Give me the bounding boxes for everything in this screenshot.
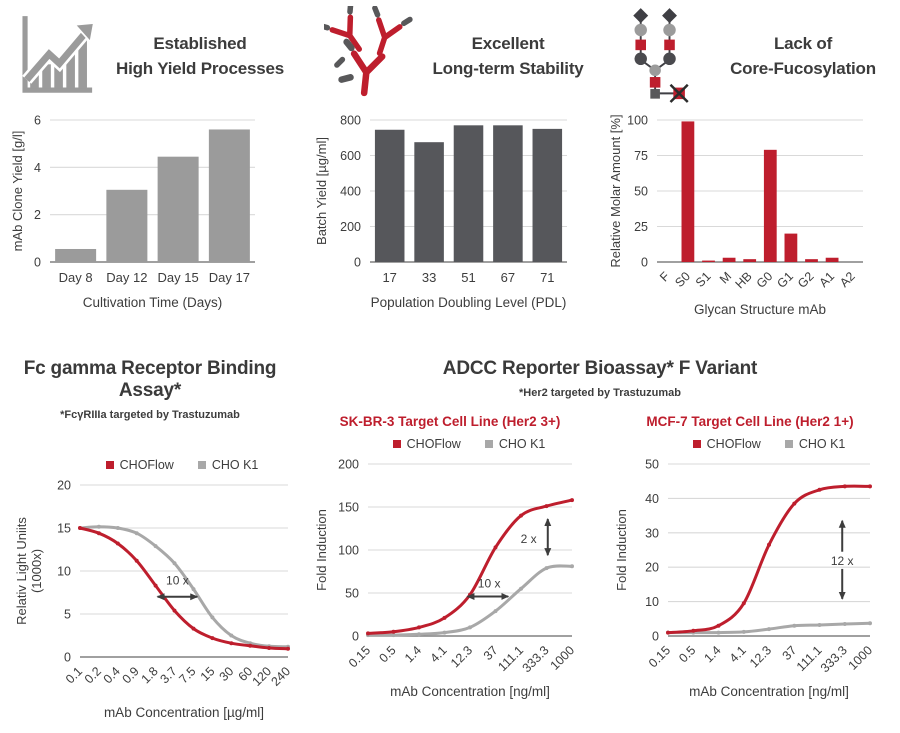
panel-title-line2: Long-term Stability (432, 59, 584, 78)
svg-text:A2: A2 (837, 269, 858, 290)
svg-text:S0: S0 (672, 269, 694, 290)
svg-text:0.1: 0.1 (62, 664, 86, 687)
svg-text:10: 10 (57, 564, 71, 579)
fc-legend (0, 457, 300, 473)
svg-text:10: 10 (645, 595, 659, 610)
svg-text:15: 15 (197, 664, 218, 684)
svg-text:12.3: 12.3 (747, 643, 775, 671)
svg-text:20: 20 (645, 560, 659, 575)
panel-high-yield-title (100, 31, 300, 82)
svg-text:1.4: 1.4 (401, 643, 425, 666)
svg-text:0.2: 0.2 (81, 664, 105, 687)
svg-text:75: 75 (634, 149, 648, 163)
svg-text:G0: G0 (753, 269, 776, 291)
svg-text:M: M (716, 269, 735, 287)
svg-text:mAb Concentration [ng/ml]: mAb Concentration [ng/ml] (390, 684, 550, 699)
svg-text:1.8: 1.8 (138, 664, 161, 687)
svg-text:200: 200 (338, 457, 359, 472)
svg-text:15: 15 (57, 521, 71, 536)
svg-text:6: 6 (34, 113, 41, 128)
glycan-chart (600, 104, 900, 336)
svg-text:0: 0 (641, 255, 648, 270)
svg-text:67: 67 (500, 270, 516, 285)
svg-text:mAb Clone Yield [g/l]: mAb Clone Yield [g/l] (10, 130, 25, 252)
fc-gamma-section (0, 358, 300, 733)
svg-text:600: 600 (340, 149, 361, 163)
panel-title-line1: Lack of (773, 33, 833, 53)
mcf7-legend (600, 436, 900, 452)
top-row (0, 0, 900, 336)
svg-text:50: 50 (634, 184, 648, 199)
svg-text:50: 50 (345, 586, 359, 601)
fc-gamma-subtitle: *FcγRIIIa targeted by Trastuzumab (60, 409, 240, 421)
svg-text:400: 400 (340, 184, 361, 199)
svg-text:800: 800 (340, 113, 361, 128)
mcf7-chart (600, 452, 900, 718)
svg-text:1000: 1000 (845, 643, 876, 673)
skbr3-header: SK-BR-3 Target Cell Line (Her2 3+) (339, 414, 561, 429)
panel-stability-title (416, 31, 600, 82)
svg-text:30: 30 (216, 664, 237, 684)
svg-text:120: 120 (249, 664, 275, 689)
svg-text:G2: G2 (794, 269, 817, 291)
panel-title-line2: Core-Fucosylation (730, 59, 876, 78)
svg-text:0.5: 0.5 (376, 643, 399, 666)
chok1-swatch (198, 461, 206, 469)
legend-item-chok1 (785, 437, 846, 451)
svg-text:3.7: 3.7 (157, 664, 180, 687)
svg-text:Day 12: Day 12 (106, 270, 148, 285)
svg-text:100: 100 (338, 543, 359, 558)
legend-label: CHOFlow (406, 437, 461, 451)
adcc-subtitle: *Her2 targeted by Trastuzumab (519, 387, 681, 399)
batch-yield-chart (300, 104, 600, 336)
legend-item-choflow (693, 437, 761, 451)
bar-growth-icon (12, 11, 100, 102)
svg-text:240: 240 (268, 664, 294, 689)
svg-text:Day 8: Day 8 (58, 270, 93, 285)
svg-text:0: 0 (652, 629, 659, 644)
svg-text:0.4: 0.4 (100, 664, 123, 687)
svg-text:0: 0 (352, 629, 359, 644)
svg-text:Cultivation Time (Days): Cultivation Time (Days) (82, 295, 223, 310)
svg-text:100: 100 (627, 113, 648, 128)
svg-text:20: 20 (57, 478, 71, 493)
panel-fucosylation-header (600, 0, 900, 104)
panel-fucosylation-title (706, 31, 900, 82)
choflow-swatch (693, 440, 701, 448)
panel-high-yield-header (0, 0, 300, 104)
panel-title-line2: High Yield Processes (116, 59, 284, 78)
skbr3-column (300, 399, 600, 718)
mcf7-column (600, 399, 900, 718)
svg-text:mAb Concentration [ng/ml]: mAb Concentration [ng/ml] (689, 684, 849, 699)
svg-text:Relative Molar Amount [%]: Relative Molar Amount [%] (608, 114, 623, 268)
chok1-swatch (485, 440, 493, 448)
svg-text:Fold Induction: Fold Induction (314, 509, 329, 591)
chok1-swatch (785, 440, 793, 448)
svg-text:Fold Induction: Fold Induction (614, 509, 629, 591)
legend-label: CHOFlow (119, 458, 174, 472)
svg-text:200: 200 (340, 220, 361, 234)
fc-binding-chart (0, 473, 300, 733)
adcc-charts-row (300, 399, 900, 718)
svg-text:51: 51 (461, 270, 476, 285)
legend-label: CHO K1 (798, 437, 846, 451)
svg-text:Batch Yield [µg/ml]: Batch Yield [µg/ml] (314, 137, 329, 245)
panel-title-line1: Established (153, 33, 247, 53)
svg-text:50: 50 (645, 457, 659, 472)
glycan-icon (610, 4, 706, 109)
svg-text:Glycan Structure mAb: Glycan Structure mAb (693, 302, 827, 317)
mcf7-header: MCF-7 Target Cell Line (Her2 1+) (646, 414, 854, 429)
svg-text:0.15: 0.15 (646, 643, 674, 671)
panel-title-line1: Excellent (471, 33, 545, 53)
svg-text:111.1: 111.1 (495, 643, 527, 674)
svg-text:5: 5 (64, 607, 71, 622)
svg-text:60: 60 (235, 664, 256, 684)
svg-text:12.3: 12.3 (448, 643, 476, 671)
svg-text:30: 30 (645, 526, 659, 541)
legend-label: CHO K1 (211, 458, 259, 472)
svg-text:33: 33 (421, 270, 437, 285)
svg-text:0: 0 (64, 650, 71, 665)
svg-text:4.1: 4.1 (427, 643, 450, 666)
legend-item-choflow (393, 437, 461, 451)
svg-text:71: 71 (540, 270, 555, 285)
svg-text:37: 37 (480, 643, 501, 663)
svg-text:4.1: 4.1 (726, 643, 749, 666)
svg-text:7.5: 7.5 (176, 664, 199, 687)
svg-text:2: 2 (34, 208, 41, 223)
svg-text:111.1: 111.1 (793, 643, 825, 674)
panel-fucosylation (600, 0, 900, 336)
antibodies-icon (324, 6, 416, 107)
svg-text:2 x: 2 x (520, 531, 537, 546)
legend-label: CHO K1 (498, 437, 546, 451)
svg-text:10 x: 10 x (166, 573, 189, 588)
svg-text:0.9: 0.9 (119, 664, 142, 687)
svg-text:25: 25 (634, 220, 648, 234)
svg-text:12 x: 12 x (830, 554, 854, 569)
svg-text:150: 150 (338, 500, 359, 515)
skbr3-legend (300, 436, 600, 452)
legend-label: CHOFlow (706, 437, 761, 451)
svg-text:333.3: 333.3 (519, 643, 552, 676)
svg-text:17: 17 (382, 270, 397, 285)
svg-text:Day 15: Day 15 (157, 270, 199, 285)
svg-text:10 x: 10 x (477, 576, 501, 591)
svg-text:40: 40 (645, 491, 659, 506)
svg-text:0: 0 (354, 255, 361, 270)
legend-item-choflow (106, 458, 174, 472)
svg-text:S1: S1 (692, 269, 714, 290)
svg-text:Population Doubling Level (PDL: Population Doubling Level (PDL) (370, 295, 567, 310)
adcc-title: ADCC Reporter Bioassay* F Variant (442, 358, 758, 379)
svg-text:37: 37 (779, 643, 800, 663)
svg-text:A1: A1 (816, 269, 838, 290)
svg-text:1000: 1000 (547, 643, 578, 673)
svg-text:G1: G1 (774, 269, 797, 291)
panel-high-yield (0, 0, 300, 336)
svg-text:Relativ Light Uniits(1000x): Relativ Light Uniits(1000x) (14, 517, 44, 625)
clone-yield-chart (0, 104, 300, 336)
adcc-section (300, 358, 900, 733)
legend-item-chok1 (198, 458, 259, 472)
fc-gamma-title: Fc gamma Receptor Binding Assay* (23, 358, 277, 401)
svg-text:0.5: 0.5 (676, 643, 699, 666)
choflow-swatch (393, 440, 401, 448)
svg-text:0.15: 0.15 (346, 643, 374, 671)
svg-text:F: F (657, 269, 673, 285)
choflow-swatch (106, 461, 114, 469)
legend-item-chok1 (485, 437, 546, 451)
panel-stability-header (300, 0, 600, 104)
skbr3-chart (300, 452, 600, 718)
svg-text:0: 0 (34, 255, 41, 270)
svg-text:mAb Concentration [µg/ml]: mAb Concentration [µg/ml] (103, 705, 265, 720)
svg-text:4: 4 (34, 160, 41, 175)
svg-text:Day 17: Day 17 (208, 270, 250, 285)
svg-text:1.4: 1.4 (701, 643, 724, 666)
panel-stability (300, 0, 600, 336)
svg-text:333.3: 333.3 (817, 643, 850, 676)
svg-text:HB: HB (732, 269, 755, 292)
bottom-row (0, 358, 900, 733)
